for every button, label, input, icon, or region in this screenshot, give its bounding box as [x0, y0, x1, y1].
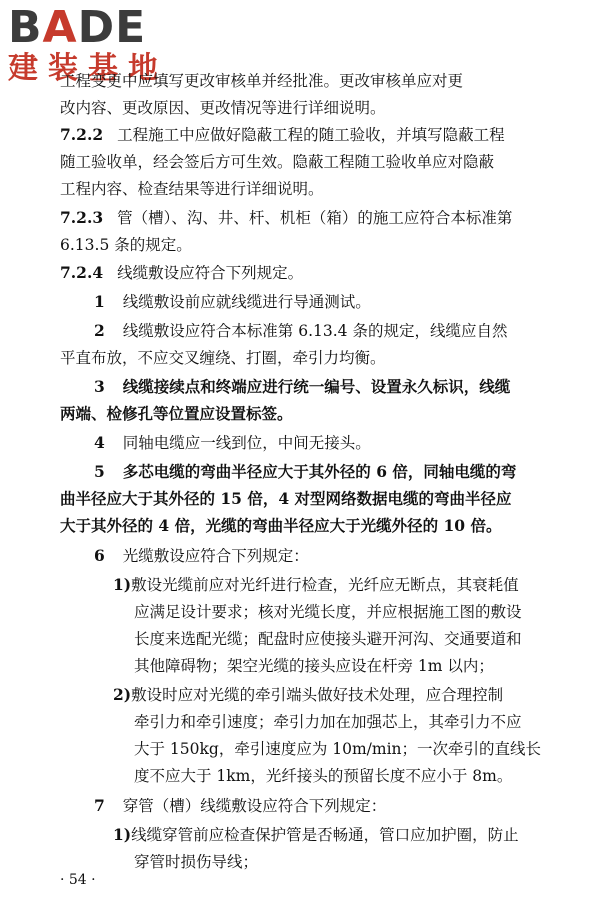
logo-subtitle: 建装基地	[8, 51, 168, 86]
text-line: 长度来选配光缆；配盘时应使接头避开河沟、交通要道和	[134, 630, 522, 648]
text-line: 大于其外径的 4 倍，光缆的弯曲半径应大于光缆外径的 10 倍。	[60, 516, 502, 535]
text-line: 6.13.5 条的规定。	[60, 236, 192, 254]
text-line: 大于 150kg，牵引速度应为 10m/min；一次牵引的直线长	[134, 740, 542, 758]
text-line: 工程变更中应填写更改审核单并经批准。更改审核单应对更	[60, 72, 464, 90]
clause-7-2-3: 7.2.3 管（槽）、沟、井、杆、机柜（箱）的施工应符合本标准第	[60, 208, 513, 227]
subitem-6-1: 1)敷设光缆前应对光纤进行检查，光纤应无断点，其衰耗值	[113, 575, 519, 594]
item-6: 6 光缆敷设应符合下列规定：	[94, 546, 309, 565]
logo-wordmark: BADE	[8, 2, 147, 53]
text-line: 随工验收单，经会签后方可生效。隐蔽工程随工验收单应对隐蔽	[60, 153, 495, 171]
text-line: 度不应大于 1km，光纤接头的预留长度不应小于 8m。	[134, 767, 513, 785]
text-line: 平直布放，不应交叉缠绕、打圈，牵引力均衡。	[60, 349, 386, 367]
text-line: 牵引力和牵引速度；牵引力加在加强芯上，其牵引力不应	[134, 713, 522, 731]
text-line: 工程内容、检查结果等进行详细说明。	[60, 180, 324, 198]
page-number: · 54 ·	[60, 872, 96, 888]
text-line: 其他障碍物；架空光缆的接头应设在杆旁 1m 以内；	[134, 657, 494, 675]
clause-7-2-2: 7.2.2 工程施工中应做好隐蔽工程的随工验收，并填写隐蔽工程	[60, 125, 505, 144]
subitem-6-2: 2)敷设时应对光缆的牵引端头做好技术处理，应合理控制	[113, 685, 504, 704]
item-3: 3 线缆接续点和终端应进行统一编号、设置永久标识，线缆	[94, 377, 511, 396]
clause-7-2-4: 7.2.4 线缆敷设应符合下列规定。	[60, 263, 304, 282]
item-7: 7 穿管（槽）线缆敷设应符合下列规定：	[94, 796, 387, 815]
text-line: 应满足设计要求；核对光缆长度，并应根据施工图的敷设	[134, 603, 522, 621]
text-line: 改内容、更改原因、更改情况等进行详细说明。	[60, 99, 386, 117]
item-1: 1 线缆敷设前应就线缆进行导通测试。	[94, 292, 371, 311]
item-4: 4 同轴电缆应一线到位，中间无接头。	[94, 433, 371, 452]
text-line: 两端、检修孔等位置应设置标签。	[60, 404, 293, 423]
text-line: 曲半径应大于其外径的 15 倍，4 对型网络数据电缆的弯曲半径应	[60, 489, 512, 508]
item-5: 5 多芯电缆的弯曲半径应大于其外径的 6 倍，同轴电缆的弯	[94, 462, 517, 481]
text-line: 穿管时损伤导线；	[134, 853, 259, 871]
item-2: 2 线缆敷设应符合本标准第 6.13.4 条的规定，线缆应自然	[94, 321, 508, 340]
subitem-7-1: 1)线缆穿管前应检查保护管是否畅通，管口应加护圈，防止	[113, 825, 519, 844]
